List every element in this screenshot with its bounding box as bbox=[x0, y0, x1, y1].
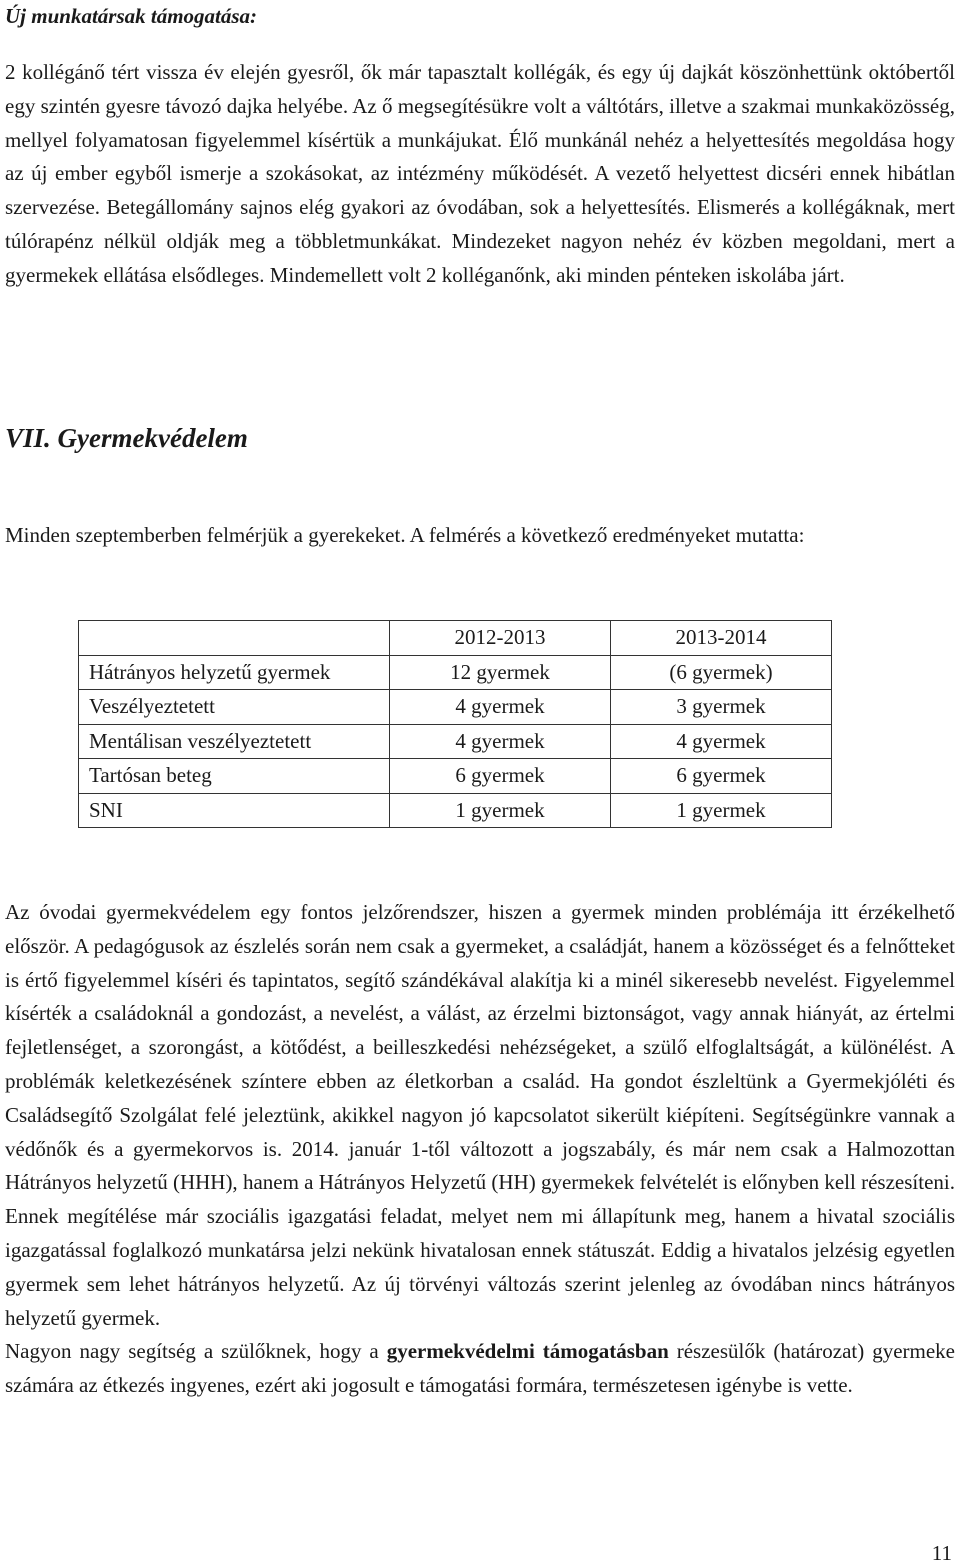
table-header-cell: 2013-2014 bbox=[611, 621, 832, 656]
table-row bbox=[79, 690, 832, 725]
table-row-label: Tartósan beteg bbox=[79, 759, 390, 794]
survey-paragraph: Minden szeptemberben felmérjük a gyerekeket. A felmérés a következő eredményeket mutatta: bbox=[5, 523, 805, 547]
table-header-row bbox=[79, 621, 832, 656]
table-cell: 1 gyermek bbox=[611, 793, 832, 828]
table-cell: 3 gyermek bbox=[611, 690, 832, 725]
table-cell: 6 gyermek bbox=[390, 759, 611, 794]
section-title: VII. Gyermekvédelem bbox=[5, 423, 248, 453]
table-row bbox=[79, 793, 832, 828]
table-row bbox=[79, 724, 832, 759]
table-cell: 1 gyermek bbox=[390, 793, 611, 828]
support-text-after: részesülők (határozat) gyermeke számára az étkezés ingyenes, ezért aki jogosult e támogatási formára, természetesen igénybe is vette. bbox=[5, 1339, 955, 1398]
table-header-cell: 2012-2013 bbox=[390, 621, 611, 656]
table-row-label: Veszélyeztetett bbox=[79, 690, 390, 725]
support-text-before: Nagyon nagy segítség a szülőknek, hogy a bbox=[5, 1339, 387, 1364]
intro-paragraph: 2 kollégánő tért vissza év elején gyesről, ők már tapasztalt kollégák, és egy új dajkát köszönhettünk októbertől egy szintén gyesre távozó dajka helyébe. Az ő megsegítésükre volt a váltótárs, illetve a szakmai munkaközösség, mellyel folyamatosan figyelemmel kísértük a munkájukat. Élő munkánál nehéz a helyettesítés megoldása hogy az új ember egyből ismerje a szokásokat, az intézmény működését. A vezető helyettest dicséri ennek hibátlan szervezése. Betegállomány sajnos elég gyakori az óvodában, sok a helyettesítés. Elismerés a kollégáknak, mert túlórapénz nélkül oldják meg a többletmunkákat. Mindezeket nagyon nehéz év közben megoldani, mert a gyermekek ellátása elsődleges. Mindemellett volt 2 kolléganőnk, aki minden pénteken iskolába járt. bbox=[5, 60, 955, 287]
closing-paragraph bbox=[5, 896, 955, 1403]
table-cell: 4 gyermek bbox=[611, 724, 832, 759]
table-row bbox=[79, 655, 832, 690]
table-row-label: Mentálisan veszélyeztetett bbox=[79, 724, 390, 759]
table-row-label: SNI bbox=[79, 793, 390, 828]
survey-table-container bbox=[78, 620, 832, 828]
survey-table bbox=[78, 620, 832, 828]
table-row-label: Hátrányos helyzetű gyermek bbox=[79, 655, 390, 690]
intro-heading: Új munkatársak támogatása: bbox=[5, 4, 258, 28]
table-cell: 4 gyermek bbox=[390, 690, 611, 725]
table-cell: 6 gyermek bbox=[611, 759, 832, 794]
table-row bbox=[79, 759, 832, 794]
table-header-cell bbox=[79, 621, 390, 656]
table-cell: 4 gyermek bbox=[390, 724, 611, 759]
page-number: 11 bbox=[931, 1541, 952, 1565]
closing-paragraph-main: Az óvodai gyermekvédelem egy fontos jelzőrendszer, hiszen a gyermek minden problémája itt érzékelhető először. A pedagógusok az észlelés során nem csak a gyermeket, a családját, hanem a közösséget és a felnőtteket is értő figyelemmel kíséri és tapintatos, segítő szándékával alakítja ki a minél sikeresebb nevelést. Figyelemmel kísérték a családoknál a gondozást, a nevelést, a válást, az érzelmi biztonságot, vagy annak hiányát, az értelmi fejletlenséget, a szorongást, a kötődést, a beilleszkedési nehézségeket, a szülő elfoglaltságát, a különélést. A problémák keletkezésének színtere ebben az életkorban a család. Ha gondot észleltünk a Gyermekjóléti és Családsegítő Szolgálat felé jeleztünk, akikkel nagyon jó kapcsolatot sikerült kiépíteni. Segítségünkre vannak a védőnők és a gyermekorvos is. 2014. január 1-től változott a jogszabály, és már nem csak a Halmozottan Hátrányos helyzetű (HHH), hanem a Hátrányos Helyzetű (HH) gyermekek felvételét is előnyben kell részesíteni. Ennek megítélése már szociális igazgatási feladat, melyet nem mi állapítunk meg, hanem a hivatal szociális igazgatással foglalkozó munkatársa jelzi nekünk hivatalosan ennek státuszát. Eddig a hivatalos jelzésig egyetlen gyermek sem lehet hátrányos helyzetű. Az új törvényi változás szerint jelenleg az óvodában nincs hátrányos helyzetű gyermek. bbox=[5, 900, 955, 1330]
table-cell: (6 gyermek) bbox=[611, 655, 832, 690]
table-cell: 12 gyermek bbox=[390, 655, 611, 690]
support-text-bold: gyermekvédelmi támogatásban bbox=[386, 1339, 669, 1364]
